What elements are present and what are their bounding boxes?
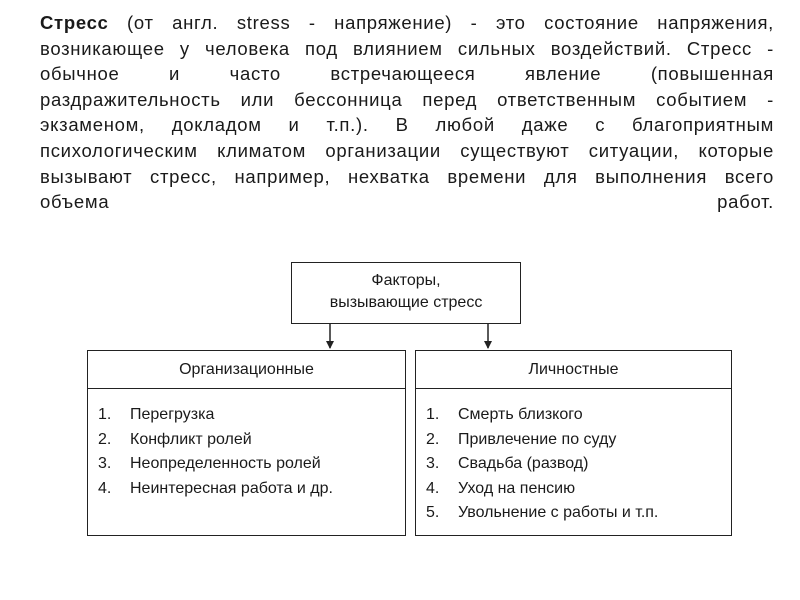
intro-line-3: обычное и часто встречающееся явление (повышенная <box>40 63 774 85</box>
intro-line-7: вызывают стресс, например, нехватка времени для выполнения всего <box>40 165 774 187</box>
list-item-text: Свадьба (развод) <box>458 455 589 472</box>
list-item <box>98 452 405 477</box>
personal-factors-list <box>416 389 731 526</box>
intro-line-6: психологическим климатом организации существуют ситуации, которые <box>40 139 774 161</box>
list-item-number: 2. <box>426 430 440 448</box>
list-item <box>426 477 731 502</box>
list-item-number: 2. <box>98 430 112 448</box>
intro-line-4: раздражительность или бессонница перед ответственным событием - <box>40 88 774 110</box>
list-item-number: 3. <box>426 455 440 472</box>
list-item <box>426 403 731 428</box>
list-item-text: Увольнение с работы и т.п. <box>458 504 659 521</box>
list-item-text: Неопределенность ролей <box>130 455 321 472</box>
list-item-text: Привлечение по суду <box>458 430 617 448</box>
list-item-text: Конфликт ролей <box>130 430 252 448</box>
organizational-factors-title: Организационные <box>88 351 405 389</box>
list-item <box>98 428 405 453</box>
list-item-number: 3. <box>98 455 112 472</box>
list-item <box>426 452 731 477</box>
intro-line-8: объема работ. <box>40 191 774 213</box>
list-item <box>98 477 405 502</box>
list-item-number: 5. <box>426 504 440 521</box>
intro-line-5: экзаменом, докладом и т.п.). В любой даже с благоприятным <box>40 114 774 136</box>
list-item-text: Смерть близкого <box>458 406 583 423</box>
intro-paragraph <box>40 10 774 215</box>
root-node-line-1: Факторы, <box>371 272 441 289</box>
list-item <box>98 403 405 428</box>
personal-factors-box <box>415 350 732 536</box>
organizational-factors-box <box>87 350 406 536</box>
list-item-text: Перегрузка <box>130 406 215 423</box>
list-item <box>426 501 731 526</box>
personal-factors-title: Личностные <box>416 351 731 389</box>
organizational-factors-list <box>88 389 405 501</box>
root-node-line-2: вызывающие стресс <box>329 294 483 311</box>
intro-line-2: возникающее у человека под влиянием сильных воздействий. Стресс - <box>40 37 774 59</box>
list-item <box>426 428 731 453</box>
list-item-number: 4. <box>98 479 112 497</box>
list-item-number: 1. <box>98 406 112 423</box>
intro-line-1-rest: (от англ. stress - напряжение) - это состояние напряжения, <box>108 12 774 33</box>
intro-line-1 <box>40 10 774 36</box>
intro-term: Стресс <box>40 12 109 33</box>
list-item-text: Неинтересная работа и др. <box>130 479 333 497</box>
root-node <box>291 262 521 324</box>
list-item-text: Уход на пенсию <box>458 479 576 497</box>
list-item-number: 1. <box>426 406 440 423</box>
list-item-number: 4. <box>426 479 440 497</box>
